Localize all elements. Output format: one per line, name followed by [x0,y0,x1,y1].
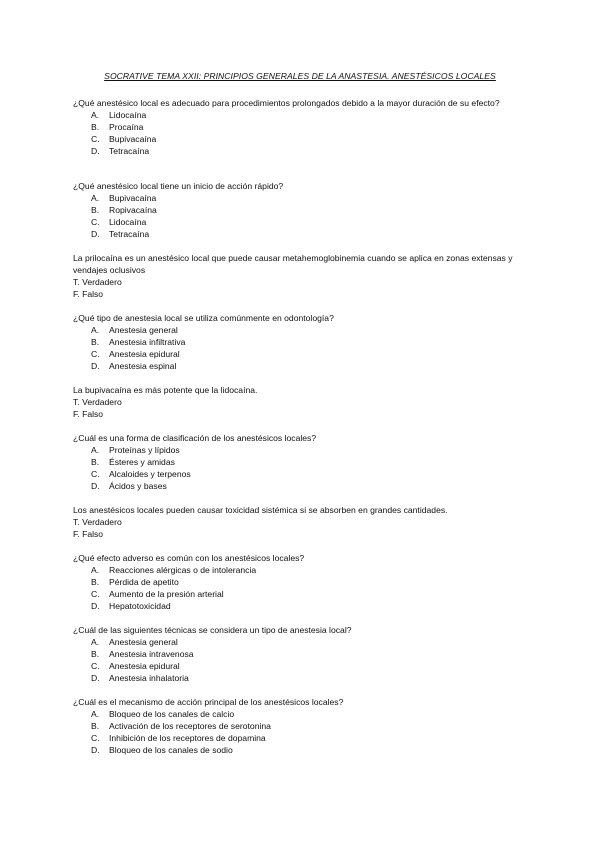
option-letter: C. [91,469,100,479]
option-text: Ácidos y bases [109,481,167,491]
option-b [73,204,533,216]
option-a [73,192,533,204]
question-3-text: La prilocaína es un anestésico local que puede causar metahemoglobinemia cuando se aplica en zonas extensas y vendajes oclusivos [73,253,513,275]
option-c [73,348,533,360]
option-text: Bupivacaína [109,193,157,203]
option-letter: B. [91,577,100,587]
option-a [73,564,533,576]
option-text: Anestesia epidural [109,661,180,671]
option-b [73,576,533,588]
option-text: Ropivacaína [109,205,157,215]
option-d [73,480,533,492]
option-c [73,732,533,744]
option-letter: A. [91,709,100,719]
option-d [73,228,533,240]
option-text: Procaína [109,122,144,132]
question-4-options [73,324,533,372]
option-c [73,588,533,600]
option-b [73,720,533,732]
option-letter: D. [91,229,100,239]
option-letter: A. [91,445,100,455]
option-letter: C. [91,134,100,144]
option-letter: A. [91,637,100,647]
option-letter: C. [91,589,100,599]
option-c [73,216,533,228]
option-c [73,133,533,145]
question-10-text: ¿Cuál es el mecanismo de acción principal de los anestésicos locales? [73,697,344,707]
option-a [73,444,533,456]
option-text: Lidocaína [109,217,147,227]
option-text: Anestesia inhalatoria [109,673,189,683]
option-letter: D. [91,481,100,491]
option-text: Proteínas y lípidos [109,445,180,455]
option-b [73,121,533,133]
option-c [73,660,533,672]
option-letter: C. [91,349,100,359]
option-d [73,600,533,612]
option-text: Anestesia espinal [109,361,177,371]
question-6-text: ¿Cuál es una forma de clasificación de los anestésicos locales? [73,433,317,443]
question-8-options [73,564,533,612]
question-5-text: La bupivacaína es más potente que la lidocaína. [73,385,258,395]
question-1 [73,97,533,157]
false-option: F. Falso [73,289,104,299]
option-letter: B. [91,649,100,659]
option-text: Alcaloides y terpenos [109,469,191,479]
option-letter: D. [91,146,100,156]
option-letter: D. [91,361,100,371]
option-letter: D. [91,745,100,755]
question-2-text: ¿Qué anestésico local tiene un inicio de acción rápido? [73,181,284,191]
question-4-text: ¿Qué tipo de anestesia local se utiliza comúnmente en odontología? [73,313,334,323]
question-9-text: ¿Cuál de las siguientes técnicas se considera un tipo de anestesia local? [73,625,352,635]
option-letter: A. [91,565,100,575]
question-8-text: ¿Qué efecto adverso es común con los anestésicos locales? [73,553,305,563]
true-option: T. Verdadero [73,397,122,407]
question-7-text: Los anestésicos locales pueden causar toxicidad sistémica si se absorben en grandes cantidades. [73,505,448,515]
question-1-options [73,109,533,157]
option-text: Anestesia general [109,637,178,647]
option-letter: D. [91,673,100,683]
question-10-options [73,708,533,756]
option-text: Bloqueo de los canales de calcio [109,709,235,719]
option-a [73,324,533,336]
option-letter: A. [91,193,100,203]
option-b [73,456,533,468]
question-5 [73,384,533,420]
option-letter: B. [91,337,100,347]
option-text: Activación de los receptores de serotonina [109,721,271,731]
question-4 [73,312,533,372]
option-a [73,109,533,121]
option-b [73,648,533,660]
option-letter: A. [91,110,100,120]
option-c [73,468,533,480]
option-text: Inhibición de los receptores de dopamina [109,733,266,743]
question-2 [73,180,533,240]
question-8 [73,552,533,612]
question-3 [73,252,533,300]
option-text: Hepatotoxicidad [109,601,171,611]
option-text: Ésteres y amidas [109,457,175,467]
option-a [73,636,533,648]
option-text: Tetracaína [109,229,150,239]
option-text: Bloqueo de los canales de sodio [109,745,233,755]
question-9-options [73,636,533,684]
option-text: Lidocaína [109,110,147,120]
false-option: F. Falso [73,529,104,539]
false-option: F. Falso [73,409,104,419]
option-letter: B. [91,457,100,467]
question-9 [73,624,533,684]
option-d [73,360,533,372]
option-text: Tetracaína [109,146,150,156]
option-letter: B. [91,205,100,215]
option-letter: D. [91,601,100,611]
true-option: T. Verdadero [73,277,122,287]
question-10 [73,696,533,756]
option-letter: B. [91,122,100,132]
option-text: Bupivacaína [109,134,157,144]
option-letter: A. [91,325,100,335]
question-6-options [73,444,533,492]
question-1-text: ¿Qué anestésico local es adecuado para procedimientos prolongados debido a la mayor duración de su efecto? [73,98,500,108]
true-option: T. Verdadero [73,517,122,527]
question-6 [73,432,533,492]
option-text: Anestesia infiltrativa [109,337,186,347]
question-2-options [73,192,533,240]
option-text: Pérdida de apetito [109,577,179,587]
option-text: Anestesia intravenosa [109,649,194,659]
question-7 [73,504,533,540]
option-b [73,336,533,348]
option-text: Aumento de la presión arterial [109,589,224,599]
option-d [73,744,533,756]
option-letter: B. [91,721,100,731]
option-letter: C. [91,661,100,671]
option-text: Reacciones alérgicas o de intolerancia [109,565,257,575]
document-title: SOCRATIVE TEMA XXII: PRINCIPIOS GENERALES DE LA ANASTESIA. ANESTÉSICOS LOCALES [104,71,496,81]
option-letter: C. [91,217,100,227]
option-d [73,672,533,684]
option-text: Anestesia general [109,325,178,335]
option-a [73,708,533,720]
option-d [73,145,533,157]
option-letter: C. [91,733,100,743]
option-text: Anestesia epidural [109,349,180,359]
